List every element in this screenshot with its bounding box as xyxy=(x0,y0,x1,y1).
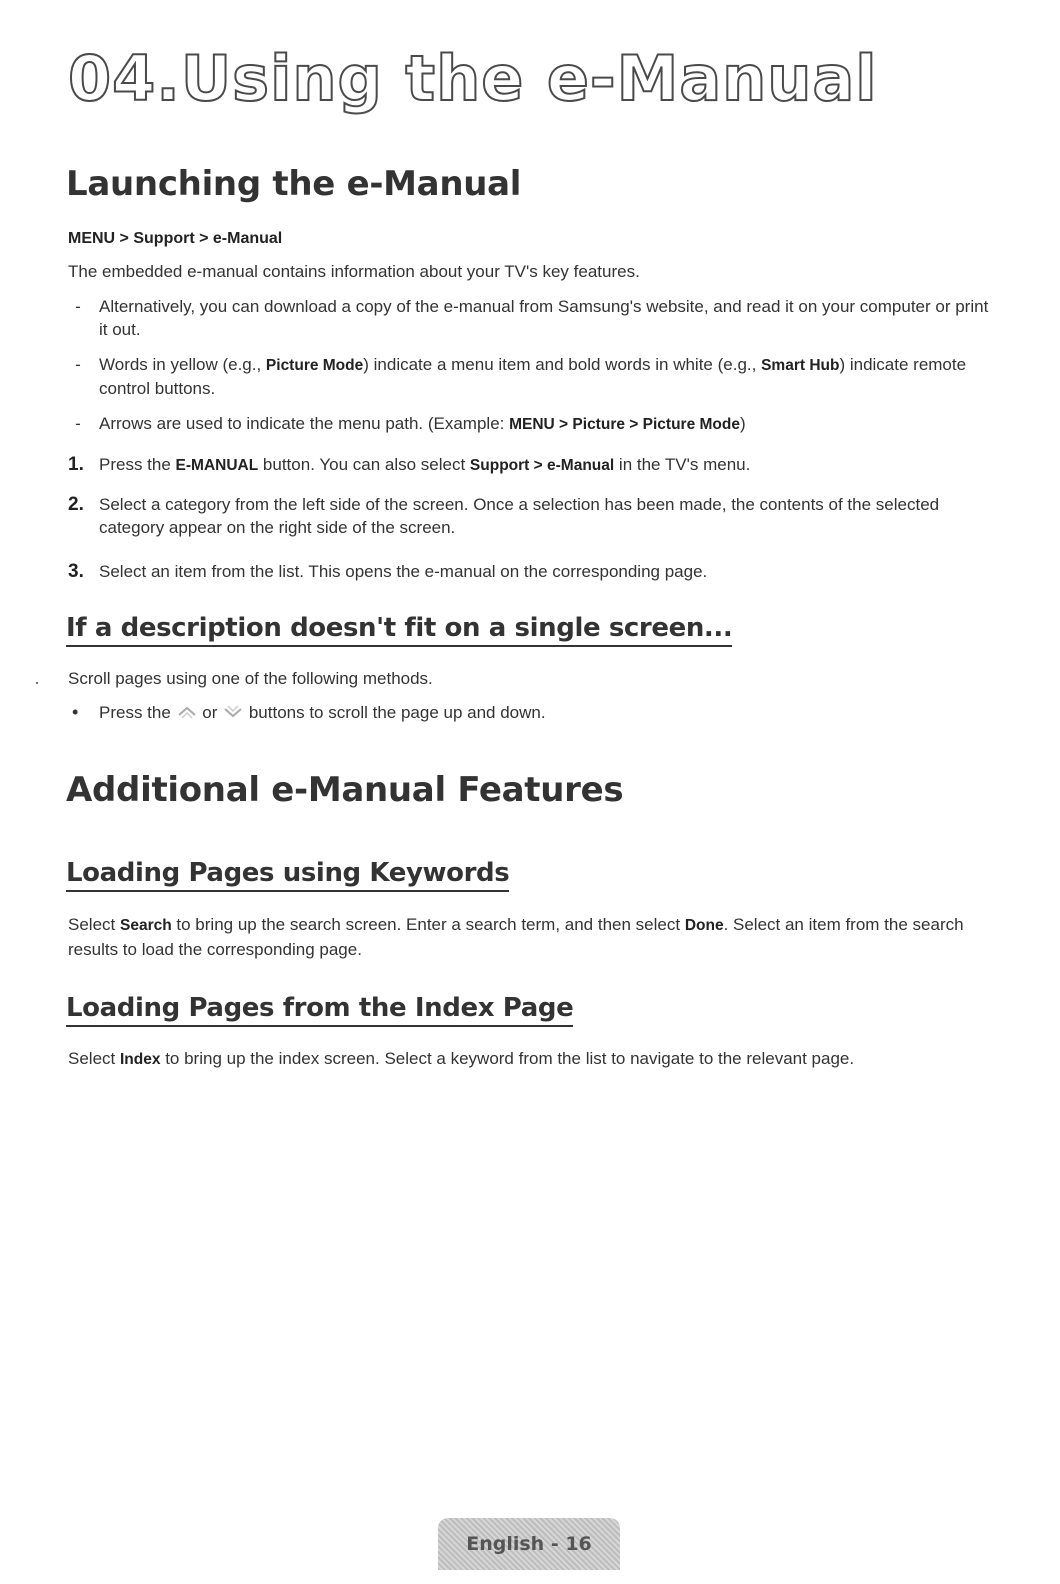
bullet-item: • Press the or buttons to scroll the page up and down. xyxy=(72,702,546,722)
page-number-badge xyxy=(438,1518,620,1570)
step-item: 2. Select a category from the left side of the screen. Once a selection has been made, the contents of the selected category appear on the right side of the screen. xyxy=(68,494,940,537)
index-text: Select Index to bring up the index screen. Select a keyword from the list to navigate to the relevant page. xyxy=(68,1049,855,1068)
section-heading-launching: Launching the e-Manual xyxy=(66,164,522,204)
note-item: - Alternatively, you can download a copy of the e-manual from Samsung's website, and read it on your computer or print it out. xyxy=(75,297,989,339)
path-emanual: e-Manual xyxy=(212,230,283,247)
keywords-text: Select Search to bring up the search screen. Enter a search term, and then select Done. Select an item from the search results to load the corresponding page. xyxy=(68,915,964,959)
path-support: Support xyxy=(133,230,195,247)
section-heading-additional: Additional e-Manual Features xyxy=(66,770,624,810)
page-title: 04.Using the e-Manual xyxy=(68,42,878,115)
intro-text: The embedded e-manual contains information about your TV's key features. xyxy=(68,262,640,281)
subsection-heading-index: Loading Pages from the Index Page xyxy=(66,994,573,1027)
path-menu: MENU xyxy=(68,230,116,247)
page-up-icon xyxy=(176,703,198,719)
subsection-heading-keywords: Loading Pages using Keywords xyxy=(66,859,509,892)
page-down-icon xyxy=(222,703,244,719)
note-item: - Words in yellow (e.g., Picture Mode) indicate a menu item and bold words in white (e.g., Smart Hub) indicate remote control buttons. xyxy=(75,355,967,398)
section-heading-fit: If a description doesn't fit on a single screen... xyxy=(66,614,732,647)
scan-speck xyxy=(36,682,38,684)
fit-intro: Scroll pages using one of the following methods. xyxy=(68,669,433,688)
menu-path: MENU > Support > e-Manual xyxy=(68,230,283,247)
note-item: - Arrows are used to indicate the menu path. (Example: MENU > Picture > Picture Mode) xyxy=(75,414,746,433)
step-item: 3. Select an item from the list. This opens the e-manual on the corresponding page. xyxy=(68,561,708,582)
page-number-label: English - 16 xyxy=(466,1533,592,1555)
step-item: 1. Press the E-MANUAL button. You can also select Support > e-Manual in the TV's menu. xyxy=(68,454,751,475)
